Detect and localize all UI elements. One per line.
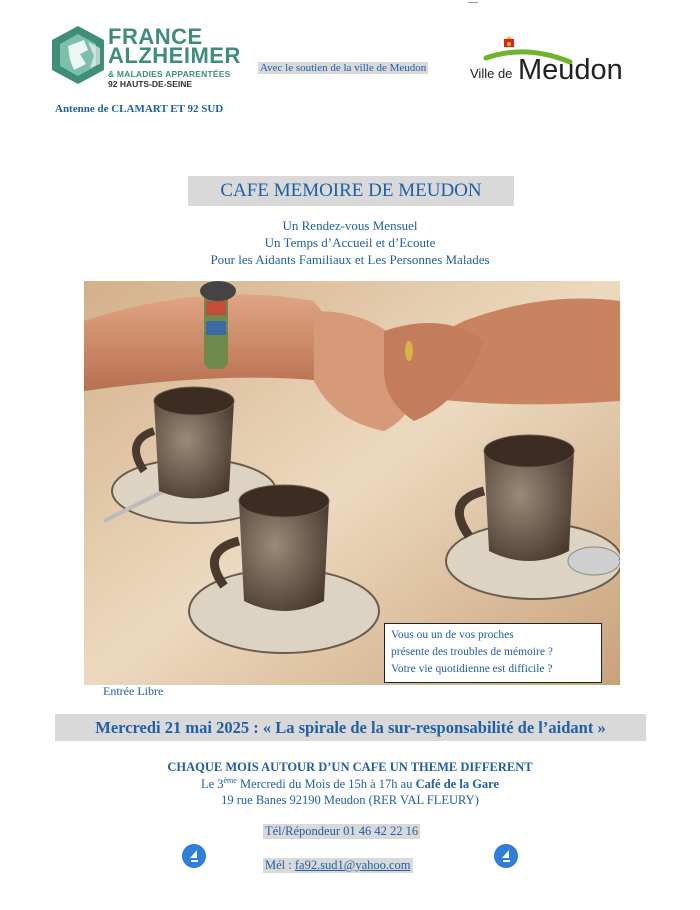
logo-line-4: 92 HAUTS-DE-SEINE	[108, 79, 193, 89]
nav-arrow-left-icon[interactable]	[182, 844, 206, 868]
support-text: Avec le soutien de la ville de Meudon	[260, 62, 427, 74]
logo-line-3: & MALADIES APPARENTÉES	[108, 69, 231, 79]
logo-line-1: FRANCE	[108, 24, 203, 49]
phone-text: Tél/Répondeur 01 46 42 22 16	[265, 824, 419, 838]
email-link[interactable]: fa92.sud1@yahoo.com	[294, 858, 411, 872]
info-line-2-a: Le 3	[200, 777, 224, 792]
subtitle-line-1: Un Rendez-vous Mensuel	[282, 218, 418, 233]
meudon-logo	[466, 36, 646, 90]
logo-line-2: ALZHEIMER	[108, 43, 241, 68]
meudon-ville-label: Ville de	[470, 66, 513, 81]
entree-libre: Entrée Libre	[103, 684, 164, 698]
quote-line-3: Votre vie quotidienne est difficile ?	[391, 663, 553, 675]
france-alzheimer-logo	[50, 24, 240, 90]
info-line-2-b: Mercredi du Mois de 15h à 17h au	[236, 777, 416, 792]
quote-box	[384, 623, 602, 683]
subtitle-line-3: Pour les Aidants Familiaux et Les Personnes Malades	[210, 252, 490, 267]
info-line-2-place: Café de la Gare	[415, 777, 500, 792]
top-dash	[468, 2, 478, 3]
meudon-name: Meudon	[518, 54, 623, 86]
quote-line-1: Vous ou un de vos proches	[391, 629, 514, 641]
info-line-2-sup: ème	[223, 776, 237, 785]
france-alzheimer-logo-icon	[50, 24, 106, 86]
event-banner: Mercredi 21 mai 2025 : « La spirale de la sur-responsabilité de l’aidant »	[55, 714, 646, 741]
info-line-3: 19 rue Banes 92190 Meudon (RER VAL FLEURY)	[221, 793, 479, 807]
page-title: CAFE MEMOIRE DE MEUDON	[188, 176, 514, 206]
antenne-text: Antenne de CLAMART ET 92 SUD	[55, 103, 224, 115]
subtitle-line-2: Un Temps d’Accueil et d’Ecoute	[264, 235, 436, 250]
info-line-2	[0, 776, 700, 792]
email-label: Mél :	[265, 858, 295, 872]
email-line	[263, 858, 413, 873]
info-line-1: CHAQUE MOIS AUTOUR D’UN CAFE UN THEME DIFFERENT	[167, 760, 533, 774]
nav-arrow-right-icon[interactable]	[494, 844, 518, 868]
quote-line-2: présente des troubles de mémoire ?	[391, 646, 553, 658]
